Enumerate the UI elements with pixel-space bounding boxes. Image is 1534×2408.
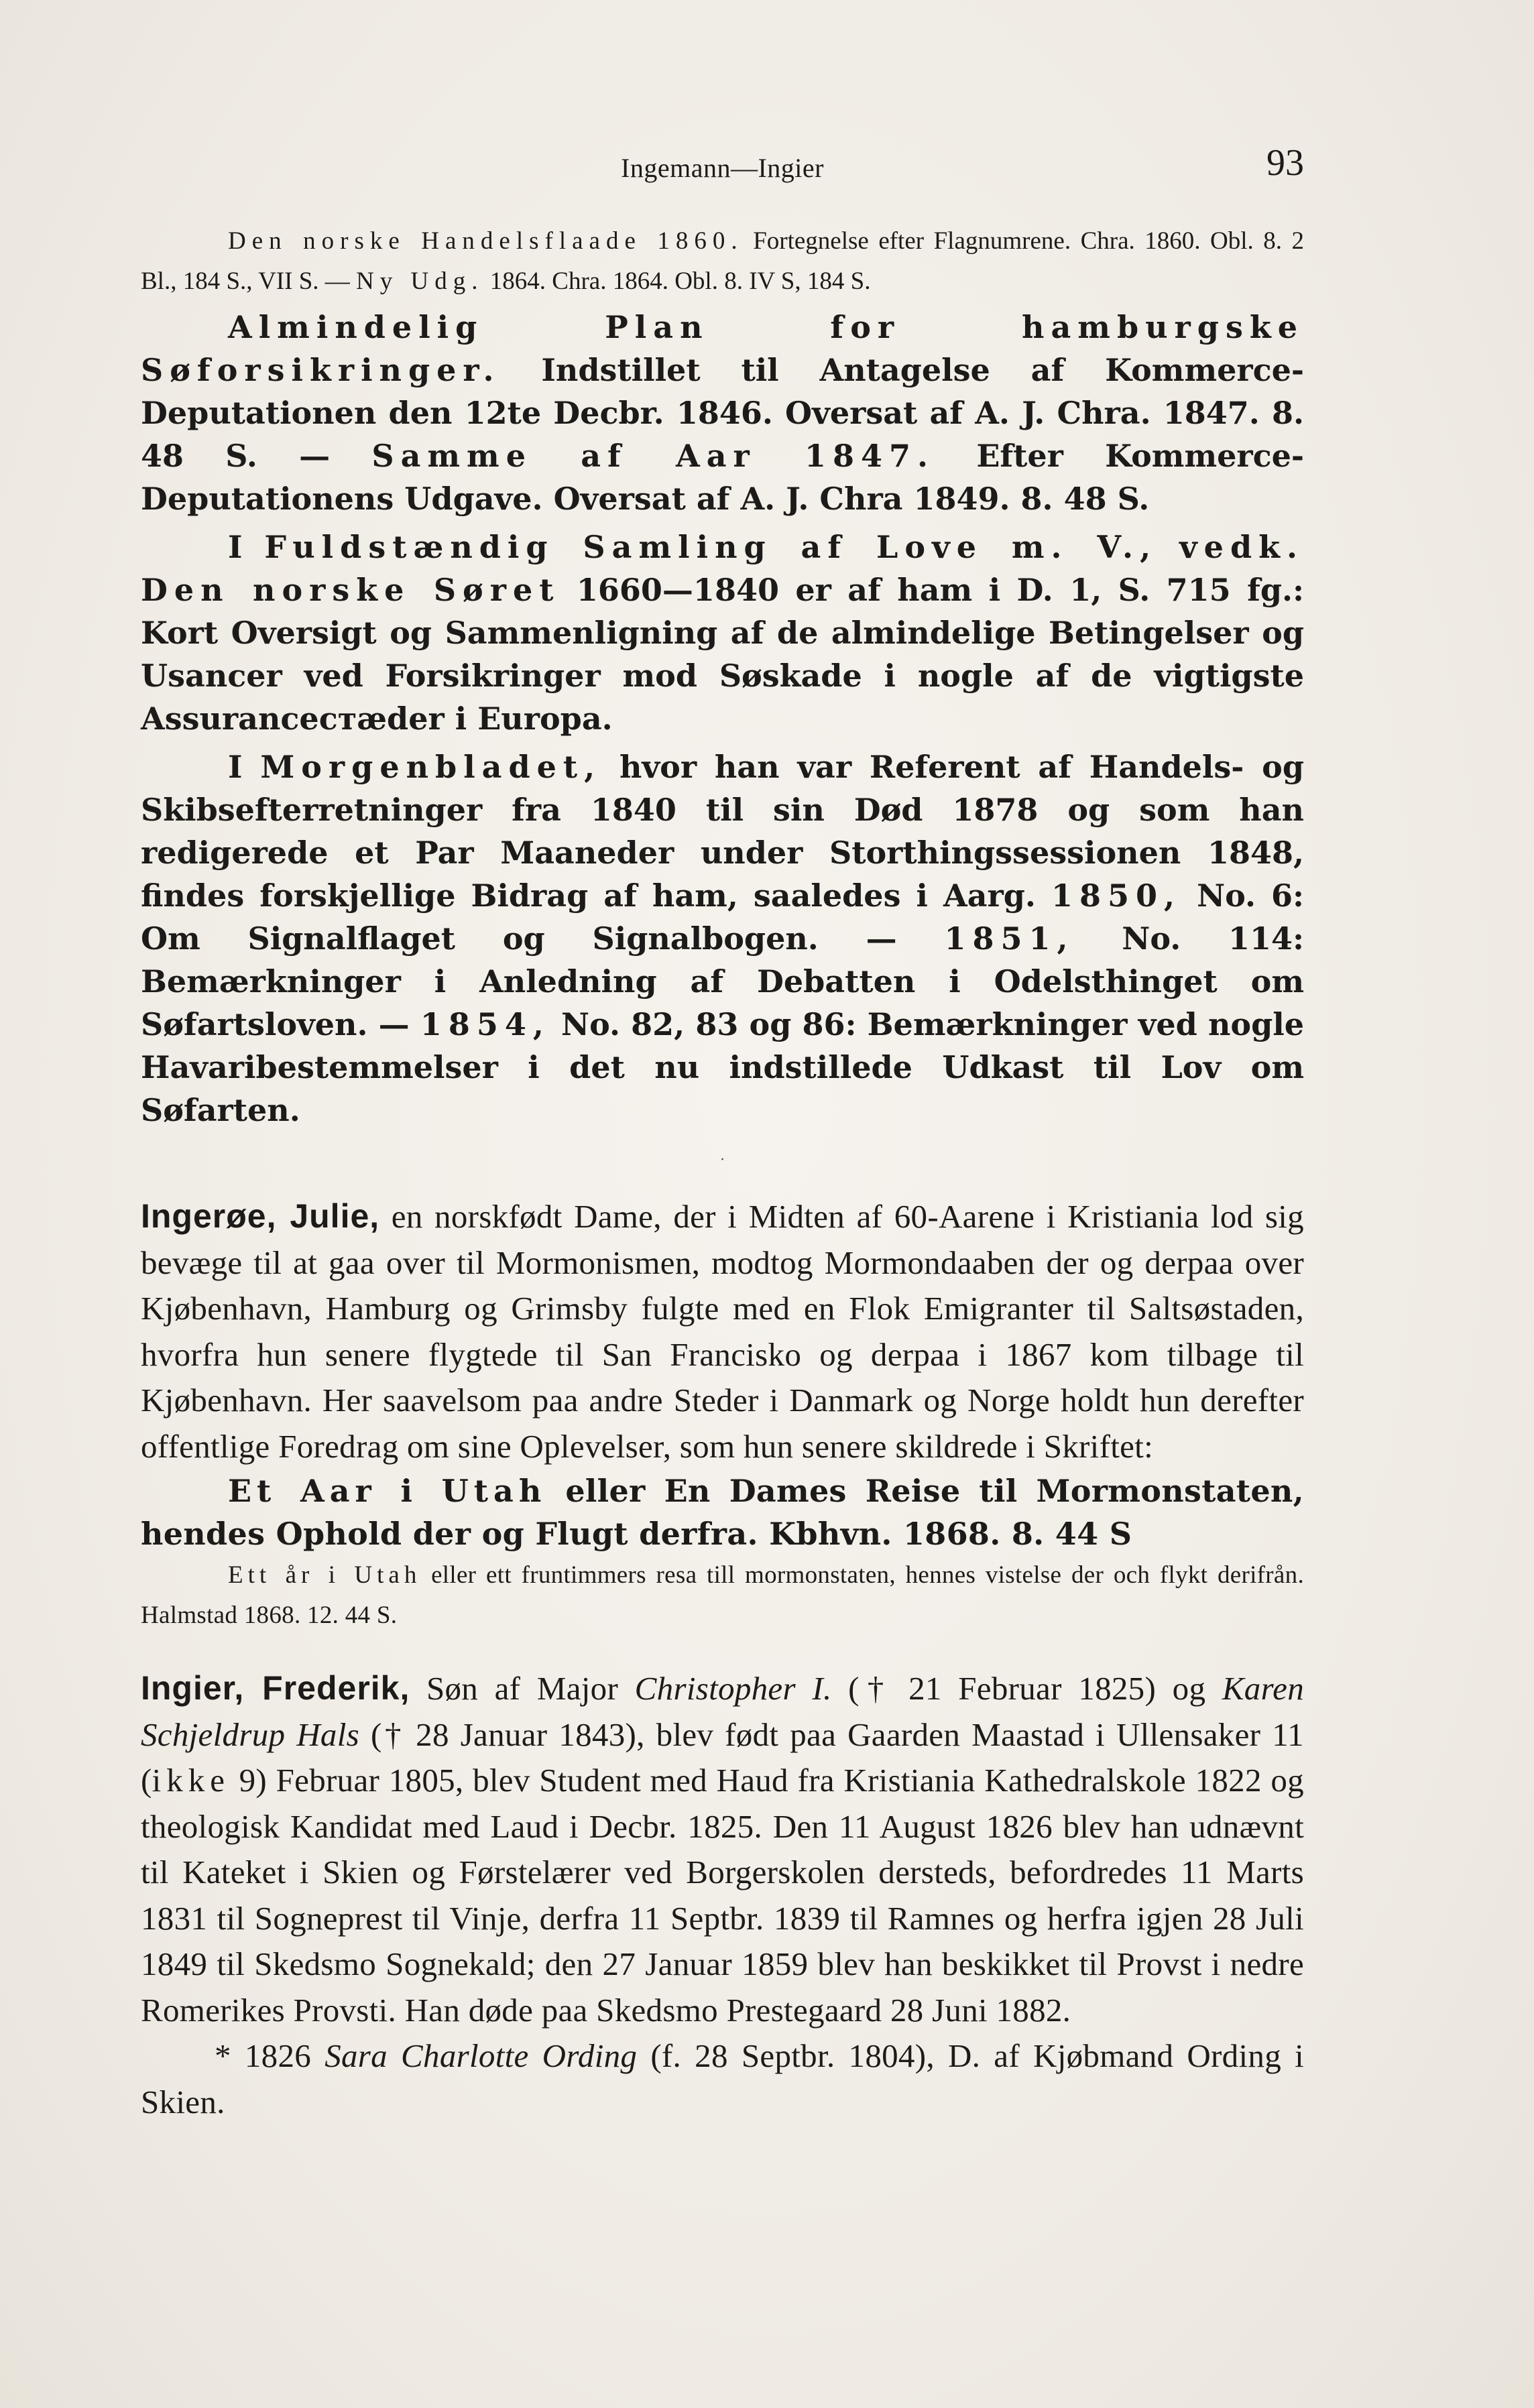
ref-title: Almindelig Plan for hamburgske Søforsikringer. <box>141 309 1304 388</box>
ref-title: Morgenbladet, <box>260 749 602 785</box>
entry-ingier <box>141 1665 1304 2125</box>
ref-text: No. 82, 83 og 86: Bemærkninger ved nogle Havaribestemmelser i det nu indstillede Udkast til Lov om Søfarten. <box>141 1006 1305 1128</box>
separator-dot: · <box>719 1151 725 1168</box>
ref-text: No. 114: Bemærkninger i Anledning af Debatten i Odelsthinget om Søfartsloven. — <box>141 920 1305 1042</box>
entry-name: Ingier, Frederik, <box>141 1669 410 1707</box>
work-text: eller En Dames Reise til Mormonstaten, hendes Ophold der og Flugt derfra. Kbhvn. 1868. 8. 44 S <box>141 1473 1304 1552</box>
entry-text: († 21 Februar 1825) og <box>848 1670 1206 1707</box>
ref-spaced: Den norske Søret <box>141 572 560 608</box>
entry-text: 9) Februar 1805, blev Student med Haud fra Kristiania Kathedralskole 1822 og theologisk Kandidat med Laud i Decbr. 1825. Den 11 August 1826 blev han udnævnt til Kateket i Skien og Førstelærer ved Borgerskolen dersteds, befordredes 11 Marts 1831 til Sogneprest til Vinje, derfra 11 Septbr. 1839 til Ramnes og herfra igjen 28 Juli 1849 til Skedsmo Sognekald; den 27 Januar 1859 blev han beskikket til Provst i nedre Romerikes Provsti. Han døde paa Skedsmo Prestegaard 28 Juni 1882. <box>141 1762 1304 2029</box>
running-head: Ingemann—Ingier <box>621 153 824 183</box>
entry-text: († 28 Januar 1843), blev født paa Gaarden Maastad i Ullensaker 11 ( <box>141 1715 1304 1799</box>
person-name: Karen Schjeldrup Hals <box>141 1670 1304 1753</box>
page-header <box>141 137 1304 198</box>
ref-text: 1864. Chra. 1864. Obl. 8. IV S, 184 S. <box>489 267 871 295</box>
person-name: Christopher I. <box>634 1670 832 1707</box>
work-reference <box>141 1469 1304 1555</box>
ref-year: 1854, <box>420 1006 550 1042</box>
entry-ingeroe <box>141 1193 1304 1636</box>
ref-title: Fuldstændig Samling af Love m. V., <box>264 529 1158 565</box>
entry-text: en norskfødt Dame, der i Midten af 60-Aarene i Kristiania lod sig bevæge til at gaa over til Mormonismen, modtog Mormondaaben der og derpaa over Kjøbenhavn, Hamburg og Grimsby fulgte med en Flok Emigranter til Saltsøstaden, hvorfra hun senere flygtede til San Francisko og derpaa i 1867 kom tilbage til Kjøbenhavn. Her saavelsom paa andre Steder i Danmark og Norge holdt hun derefter offentlige Foredrag om sine Oplevelser, som hun senere skildrede i Skriftet: <box>141 1198 1304 1465</box>
ref-text: 1660—1840 er af ham i D. 1, S. 715 fg.: Kort Oversigt og Sammenligning af de almindelige Betingelser og Usancer ved Forsikringer mod Søskade i nogle af de vigtigste Assuranceстæder i Europa. <box>141 572 1305 737</box>
page-body <box>141 221 1304 2125</box>
reference-love <box>141 526 1304 740</box>
page-number: 93 <box>1266 142 1304 184</box>
entry-text: (f. 28 Septbr. 1804), D. af Kjøbmand Ording i Skien. <box>141 2037 1304 2120</box>
ref-year: 1850, <box>1051 878 1182 914</box>
work-reference-swedish <box>141 1555 1304 1636</box>
entry-text: Søn af Major <box>426 1670 619 1707</box>
ref-spaced: vedk. <box>1179 529 1304 565</box>
spaced-word: ikke <box>152 1762 230 1799</box>
marriage-line <box>141 2033 1304 2125</box>
ref-text: No. 6: Om Signalflaget og Signalbogen. — <box>141 878 1305 957</box>
work-text: eller ett fruntimmers resa till mormonstaten, hennes vistelse der och flykt derifrån. Halmstad 1868. 12. 44 S. <box>141 1561 1304 1629</box>
person-name: Sara Charlotte Ording <box>324 2037 638 2074</box>
ref-title: Den norske Handelsflaade 1860. <box>228 227 744 255</box>
reference-handelsflaade <box>141 221 1304 302</box>
ref-text: Efter Kommerce-Deputationens Udgave. Oversat af A. J. Chra 1849. 8. 48 S. <box>141 438 1305 517</box>
reference-morgenbladet <box>141 745 1304 1132</box>
ref-prefix: I <box>228 529 243 565</box>
work-title: Et Aar i Utah <box>228 1473 547 1509</box>
ref-text: Fortegnelse efter Flagnumrene. Chra. 1860. Obl. 8. 2 Bl., 184 S., VII S. — <box>141 227 1305 295</box>
ref-text: hvor han var Referent af Handels- og Skibsefterretninger fra 1840 til sin Død 1878 og som han redigerede et Par Maaneder under Storthingssessionen 1848, findes forskjellige Bidrag af ham, saaledes i Aarg. <box>141 749 1305 914</box>
work-title: Ett år i Utah <box>228 1561 422 1589</box>
ref-spaced: Samme af Aar 1847. <box>371 438 935 474</box>
ref-prefix: I <box>228 749 243 785</box>
entry-name: Ingerøe, Julie, <box>141 1197 380 1235</box>
ref-spaced: Ny Udg. <box>356 267 484 295</box>
entry-text: * 1826 <box>215 2037 312 2074</box>
ref-text: Indstillet til Antagelse af Kommerce-Deputationen den 12te Decbr. 1846. Oversat af A. J. Chra. 1847. 8. 48 S. — <box>141 352 1305 474</box>
reference-soeforsikringer <box>141 306 1304 520</box>
ref-year: 1851, <box>944 920 1075 957</box>
